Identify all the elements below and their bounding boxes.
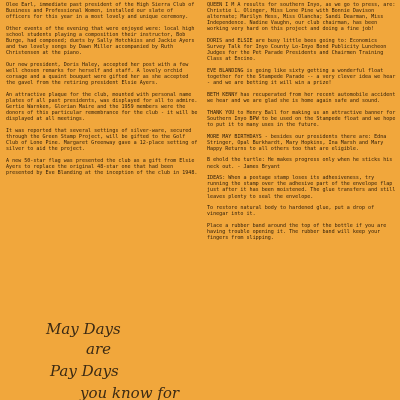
turtle-quote-paragraph: B ehold the turtle: He makes progress only when he sticks his neck out. - James Bryant [207, 157, 393, 170]
installation-paragraph: Olee Earl, immediate past president of the High Sierra Club of Business and Professional Women, installed our slate of officers for this year in a most lovely and unique ceremony. [6, 2, 195, 21]
handwritten-note-svg [44, 318, 204, 400]
new-president-paragraph: Our new president, Doris Haley, accepted her post with a few well chosen remarks for herself and staff. A lovely orchid corsage and a quaint bouquet were gifted her as she accepted the gavel from the retiring president Elsie Ayers. [6, 61, 189, 87]
evening-events-paragraph: Other events of the evening that were enjoyed were: local high school students playing a composition their instructor, Bob Burge, had composed; duets by Sally Hotchkiss and Jackie Ayers and two lovely songs by Dawn Miller accompanied by Ruth Christensen at the piano. [6, 25, 195, 57]
rubber-band-tip-paragraph: Place a rubber band around the top of the bottle if you are having trouble opening it. The rubber band will keep your fingers from slipping. [207, 222, 387, 242]
float-paragraph: EVE BLANDING is going like sixty getting a wonderful float together for the Stampede Parade -- a very clever idea we hear - and we are betting it will win a prize! [207, 68, 396, 87]
right-column [207, 2, 396, 247]
birthdays-paragraph: MORE MAY BIRTHDAYS - besides our presidents there are: Edna Stringer, Opal Burkhardt, Mary Hopkins, Ina Marsh and Mary Happy Returns to all others too that are eligible. [207, 133, 387, 152]
handwritten-note [44, 318, 204, 400]
beth-kenny-paragraph: BETH KENNY has recuperated from her recent automobile accident we hear and we are glad she is home again safe and sound. [207, 91, 396, 104]
silverware-paragraph: It was reported that several settings of silver-ware, secured through the Green Stamp Project, will be gifted to the Golf Club of Lone Pine. Margaret Greenway gave a 12-place setting of silver to aid the project. [6, 127, 198, 153]
glue-tip-paragraph: To restore natural body to hardened glue, put a drop of vinegar into it. [207, 205, 375, 218]
stamp-ideas-paragraph: IDEAS: When a postage stamp loses its adhesiveness, try running the stamp over the adhesive part of the envelope flap just after it has been moistened. The glue transfers and still leaves plenty to seal the envelope. [207, 175, 396, 200]
flag-paragraph: A new 50-star flag was presented the club as a gift from Elsie Ayers to replace the original 48-star one that had been presented by Eve Blanding at the inception of the club in 1948. [6, 157, 198, 177]
plaque-paragraph: An attractive plaque for the club, mounted with personal name plates of all past presidents, was displayed for all to admire. Gertie Warnken, Glorian Maire and the 1959 members were the donors of this particular remembrance for the club - it will be displayed at all meetings. [6, 91, 198, 123]
handwritten-line-1: May Days [46, 320, 121, 338]
thank-you-paragraph: THANK YOU to Henry Ball for making us an attractive banner for Southern Inyo BPW to be used on the Stampede float and we hope to put it to many uses in the future. [207, 109, 396, 128]
handwritten-line-4: you know for [80, 384, 180, 400]
left-column [6, 2, 198, 182]
handwritten-line-2: are [86, 340, 111, 358]
queen-results-paragraph: QUEEN I M A results for southern Inyo, as we go to press, are: Christie L. Olinger, Miss Lone Pine with Bonnie Davison alternate; Marilyn Hess, Miss Olancha; Sandi Dearman, Miss Independence. Nadine Vaughn, our club chairman, has been working very hard on this project and doing a fine job! [207, 2, 396, 33]
busy-bees-paragraph: DORIS and ELSIE are busy little bees going to: Economics Survey Talk for Inyo County Lo-Inyo Bond Publicity Luncheon Judges for the Pet Parade Presidents and Chairmen Training Class at Encino. [207, 38, 387, 63]
handwritten-line-3: Pay Days [50, 362, 119, 380]
